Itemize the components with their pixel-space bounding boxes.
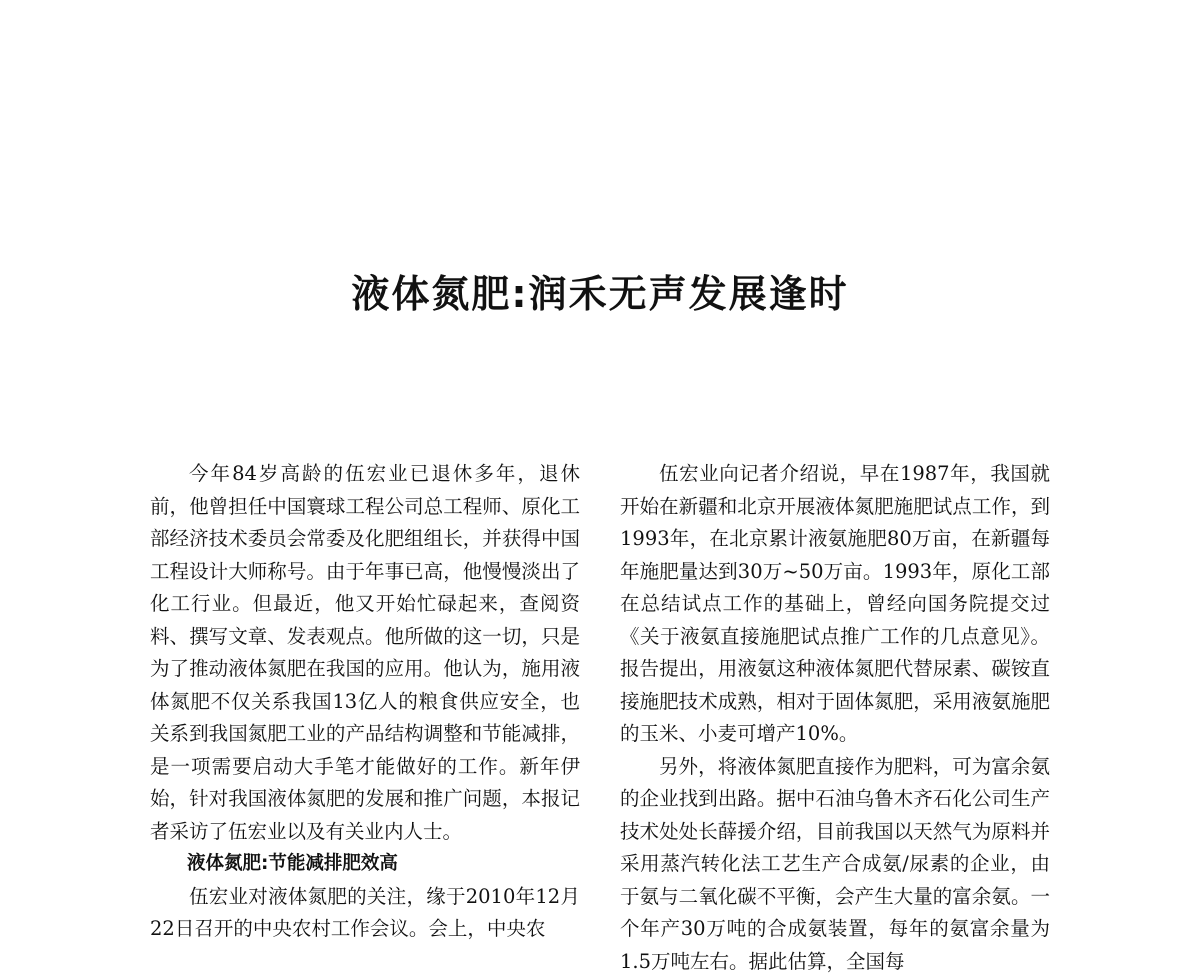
history-paragraph: 伍宏业向记者介绍说，早在1987年，我国就开始在新疆和北京开展液体氮肥施肥试点工作，到1993年，在北京累计液氨施肥80万亩，在新疆每年施肥量达到30万~50万亩。1993年，原化工部在总结试点工作的基础上，曾经向国务院提交过《关于液氨直接施肥试点推广工作的几点意见》。报告提出，用液氨这种液体氮肥代替尿素、碳铵直接施肥技术成熟，相对于固体氮肥，采用液氨施肥的玉米、小麦可增产10%。 — [620, 458, 1050, 751]
article-title: 液体氮肥:润禾无声发展逢时 — [0, 268, 1200, 320]
intro-paragraph: 今年84岁高龄的伍宏业已退休多年，退休前，他曾担任中国寰球工程公司总工程师、原化工部经济技术委员会常委及化肥组组长，并获得中国工程设计大师称号。由于年事已高，他慢慢淡出了化工行业。但最近，他又开始忙碌起来，查阅资料、撰写文章、发表观点。他所做的这一切，只是为了推动液体氮肥在我国的应用。他认为，施用液体氮肥不仅关系我国13亿人的粮食供应安全，也关系到我国氮肥工业的产品结构调整和节能减排，是一项需要启动大手笔才能做好的工作。新年伊始，针对我国液体氮肥的发展和推广问题，本报记者采访了伍宏业以及有关业内人士。 — [150, 458, 580, 848]
left-column — [150, 458, 580, 946]
surplus-ammonia-paragraph: 另外，将液体氮肥直接作为肥料，可为富余氨的企业找到出路。据中石油乌鲁木齐石化公司生产技术处处长薛援介绍，目前我国以天然气为原料并采用蒸汽转化法工艺生产合成氨/尿素的企业，由于氨与二氧化碳不平衡，会产生大量的富余氨。一个年产30万吨的合成氨装置，每年的氨富余量为1.5万吨左右。据此估算，全国每 — [620, 751, 1050, 978]
section-subheading: 液体氮肥:节能减排肥效高 — [150, 848, 580, 881]
section-paragraph: 伍宏业对液体氮肥的关注，缘于2010年12月22日召开的中央农村工作会议。会上，中央农 — [150, 881, 580, 946]
right-column — [620, 458, 1050, 978]
